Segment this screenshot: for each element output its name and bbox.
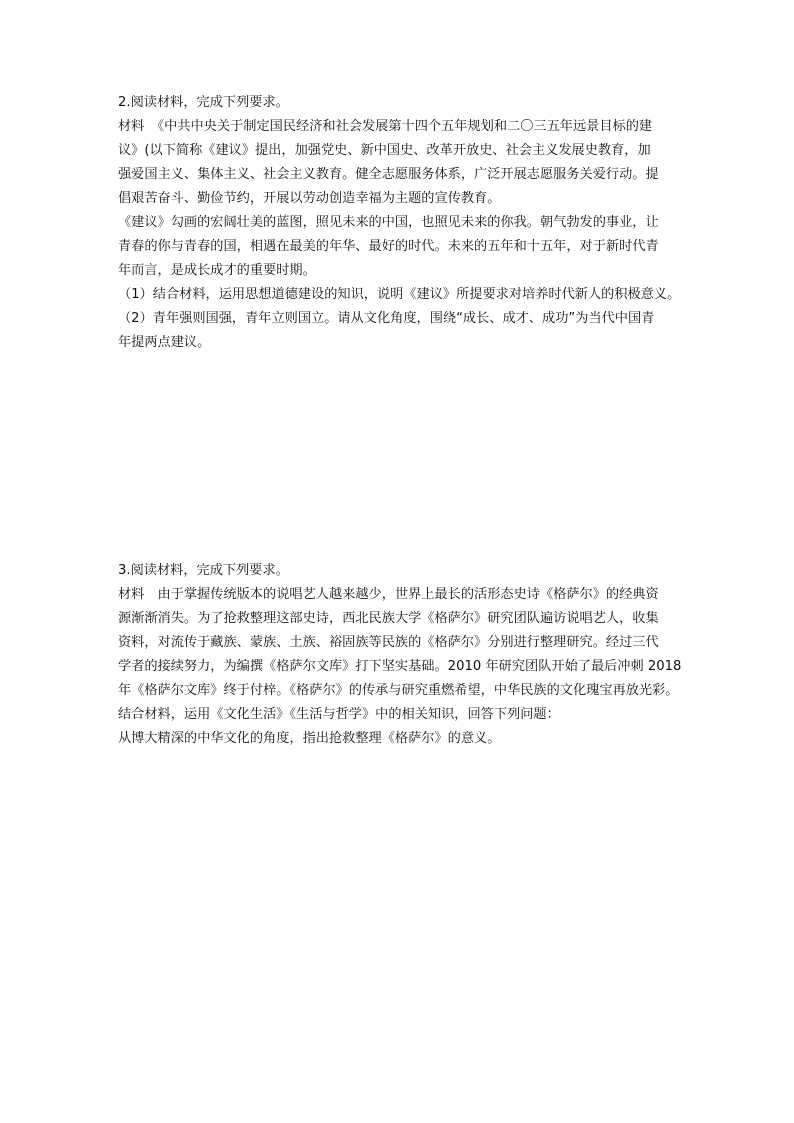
material-text-line: 《建议》勾画的宏阔壮美的蓝图，照见未来的中国，也照见未来的你我。朝气勃发的事业，让	[118, 215, 659, 230]
sub-question-2: （2）青年强则国强，青年立则国立。请从文化角度，围绕“成长、成才、成功”为当代中国青	[118, 311, 655, 326]
material-text-line: 材料 由于掌握传统版本的说唱艺人越来越少，世界上最长的活形态史诗《格萨尔》的经典资	[118, 587, 659, 602]
material-text-line: 资料，对流传于藏族、蒙族、土族、裕固族等民族的《格萨尔》分别进行整理研究。经过三代	[118, 635, 659, 650]
material-text-line: 学者的接续努力，为编撰《格萨尔文库》打下坚实基础。2010 年研究团队开始了最后冲刺 2018	[118, 659, 682, 674]
question-instruction: 结合材料，运用《文化生活》《生活与哲学》中的相关知识，回答下列问题：	[118, 707, 560, 722]
material-text-line: 材料 《中共中央关于制定国民经济和社会发展第十四个五年规划和二〇三五年远景目标的建	[118, 119, 653, 134]
question-2	[118, 91, 704, 355]
material-text-line: 青春的你与青春的国，相遇在最美的年华、最好的时代。未来的五年和十五年，对于新时代青	[118, 239, 659, 254]
question-2-heading: 2.阅读材料，完成下列要求。	[118, 95, 289, 110]
material-text-line: 源渐渐消失。为了抢救整理这部史诗，西北民族大学《格萨尔》研究团队遍访说唱艺人，收集	[118, 611, 659, 626]
material-text-line: 议》(以下简称《建议》提出，加强党史、新中国史、改革开放史、社会主义发展史教育，加	[118, 143, 651, 158]
sub-question-1: （1）结合材料，运用思想道德建设的知识，说明《建议》所提要求对培养时代新人的积极意义。	[118, 287, 681, 302]
material-text-line: 强爱国主义、集体主义、社会主义教育。健全志愿服务体系，广泛开展志愿服务关爱行动。提	[118, 167, 659, 182]
material-text-line: 倡艰苦奋斗、勤俭节约，开展以劳动创造幸福为主题的宣传教育。	[118, 191, 501, 206]
sub-question-2-continued: 年提两点建议。	[118, 335, 211, 350]
material-text-line: 年《格萨尔文库》终于付梓。《格萨尔》的传承与研究重燃希望，中华民族的文化瑰宝再放光彩。	[118, 683, 679, 698]
question-3-heading: 3.阅读材料，完成下列要求。	[118, 563, 289, 578]
material-text-line: 年而言，是成长成才的重要时期。	[118, 263, 316, 278]
question-3	[118, 559, 704, 751]
question-prompt: 从博大精深的中华文化的角度，指出抢救整理《格萨尔》的意义。	[118, 731, 501, 746]
